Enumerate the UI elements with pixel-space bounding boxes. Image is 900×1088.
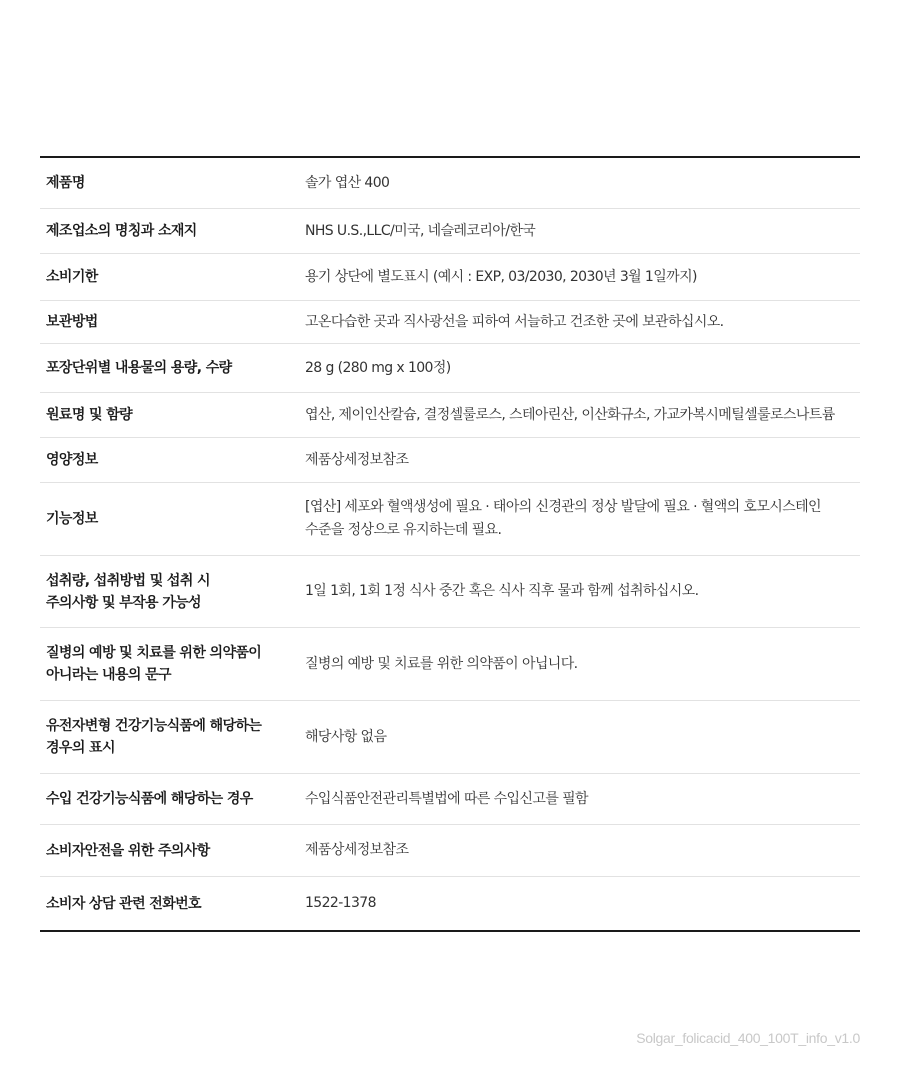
table-row — [40, 158, 860, 209]
table-row — [40, 628, 860, 701]
row-value: 엽산, 제이인산칼슘, 결정셀룰로스, 스테아린산, 이산화규소, 가교카복시메틸셀룰로스나트륨 — [305, 406, 835, 423]
table-row — [40, 825, 860, 877]
row-value: 솔가 엽산 400 — [305, 174, 390, 191]
row-value: NHS U.S.,LLC/미국, 네슬레코리아/한국 — [305, 222, 536, 239]
table-row — [40, 556, 860, 628]
table-row — [40, 209, 860, 254]
row-label: 보관방법 — [46, 314, 98, 330]
row-label: 유전자변형 건강기능식품에 해당하는 경우의 표시 — [46, 718, 262, 756]
row-value: 용기 상단에 별도표시 (예시 : EXP, 03/2030, 2030년 3월 1일까지) — [305, 268, 697, 285]
row-value: 28 g (280 mg x 100정) — [305, 359, 451, 376]
row-label: 질병의 예방 및 치료를 위한 의약품이 아니라는 내용의 문구 — [46, 645, 262, 683]
row-label: 섭취량, 섭취방법 및 섭취 시 주의사항 및 부작용 가능성 — [46, 572, 210, 611]
table-row — [40, 254, 860, 301]
document-version-code: Solgar_folicacid_400_100T_info_v1.0 — [636, 1030, 860, 1046]
table-row — [40, 483, 860, 556]
product-info-table — [40, 156, 860, 932]
row-label: 원료명 및 함량 — [46, 407, 133, 423]
row-value: 해당사항 없음 — [305, 728, 387, 745]
row-value: 제품상세정보참조 — [305, 451, 409, 468]
table-row — [40, 701, 860, 774]
row-label: 영양정보 — [46, 452, 98, 468]
table-row — [40, 877, 860, 930]
row-label: 제품명 — [46, 175, 85, 191]
row-value: [엽산] 세포와 혈액생성에 필요 · 태아의 신경관의 정상 발달에 필요 · 혈액의 호모시스테인 수준을 정상으로 유지하는데 필요. — [305, 499, 821, 538]
row-label: 포장단위별 내용물의 용량, 수량 — [46, 360, 232, 376]
row-label: 수입 건강기능식품에 해당하는 경우 — [46, 791, 253, 807]
row-value: 1522-1378 — [305, 895, 376, 911]
row-label: 기능정보 — [46, 511, 98, 527]
row-label: 소비기한 — [46, 269, 98, 285]
row-label: 제조업소의 명칭과 소재지 — [46, 223, 197, 239]
row-label: 소비자안전을 위한 주의사항 — [46, 842, 210, 859]
table-row — [40, 393, 860, 438]
row-value: 수입식품안전관리특별법에 따른 수입신고를 필함 — [305, 790, 588, 807]
row-value: 고온다습한 곳과 직사광선을 피하여 서늘하고 건조한 곳에 보관하십시오. — [305, 313, 724, 330]
row-value: 제품상세정보참조 — [305, 842, 409, 858]
row-label: 소비자 상담 관련 전화번호 — [46, 895, 201, 912]
table-row — [40, 301, 860, 344]
table-row — [40, 774, 860, 825]
row-value: 1일 1회, 1회 1정 식사 중간 혹은 식사 직후 물과 함께 섭취하십시오. — [305, 583, 699, 599]
row-value: 질병의 예방 및 치료를 위한 의약품이 아닙니다. — [305, 655, 578, 672]
table-row — [40, 438, 860, 483]
table-row — [40, 344, 860, 393]
